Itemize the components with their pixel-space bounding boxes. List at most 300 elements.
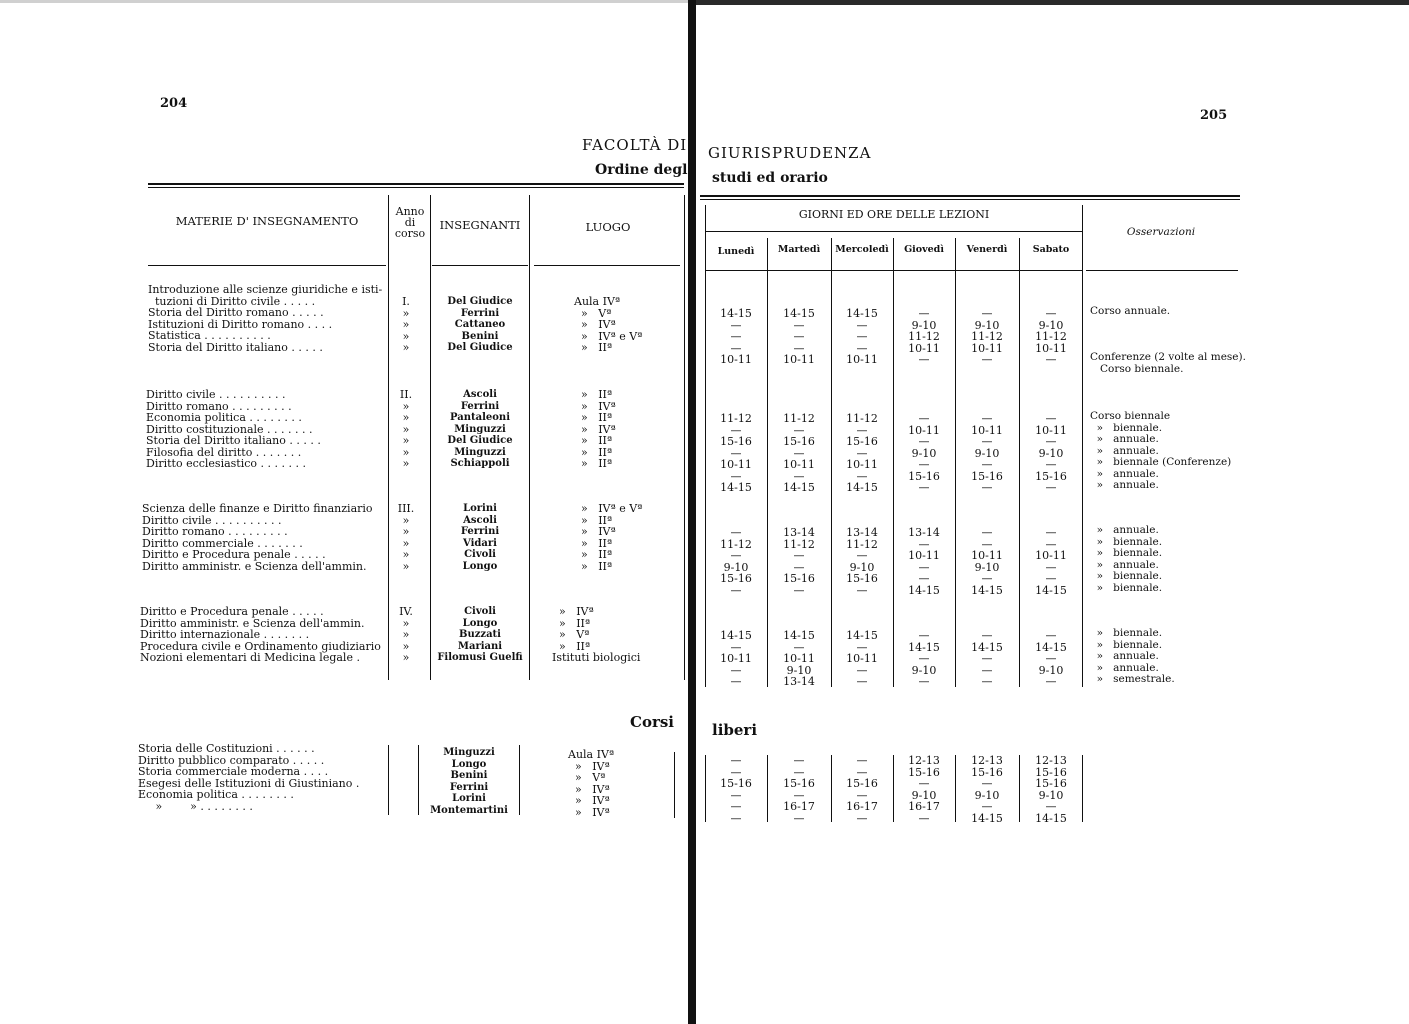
observation-list-line — [1090, 318, 1250, 330]
hours-lunedi — [706, 630, 766, 688]
observation-list-line — [1090, 329, 1250, 341]
liberi-room-list-line: » IVª — [568, 805, 610, 819]
observation-list-line: » annuale. — [1090, 524, 1159, 536]
subject-list-line: Diritto commerciale . . . . . . . — [142, 536, 303, 550]
subject-list-line: Storia del Diritto italiano . . . . . — [146, 434, 321, 447]
observation-list-line: » annuale. — [1090, 558, 1159, 571]
hours-giovedi-line: 9-10 — [911, 663, 937, 677]
teacher-list-line: Pantaleoni — [450, 412, 510, 423]
vrule-days-right — [1082, 205, 1083, 687]
observation-list-line: » biennale. — [1090, 570, 1163, 582]
liberi-hours-martedi-line: — — [793, 765, 805, 779]
hours-sabato-line: 10-11 — [1035, 549, 1067, 562]
header-subtitle-right: studi ed orario — [712, 170, 828, 186]
hours-giovedi-line: — — [918, 458, 930, 471]
hours-venerdi-line: 15-16 — [971, 469, 1003, 483]
subject-list-line: Diritto internazionale . . . . . . . — [140, 628, 310, 641]
hours-martedi — [768, 413, 830, 494]
liberi-hours-venerdi-line: 15-16 — [971, 765, 1003, 779]
liberi-hours-martedi-line: 16-17 — [783, 800, 815, 813]
day-header-martedi: Martedì — [777, 244, 821, 255]
year-list-line: » — [402, 434, 410, 447]
hours-mercoledi-line: 14-15 — [846, 481, 878, 494]
hours-venerdi-line: — — [981, 629, 993, 642]
year-list-line: III. — [397, 502, 415, 515]
year-list-line: » — [402, 329, 410, 343]
room-list — [574, 296, 704, 354]
rule-header-luogo — [534, 265, 680, 266]
room-list-line: » IIª — [574, 559, 613, 573]
liberi-hours-giovedi-line: 9-10 — [911, 788, 937, 802]
hours-sabato-line: — — [1045, 481, 1057, 494]
room-list-line: » Vª — [574, 306, 612, 320]
liberi-hours-giovedi-line: 15-16 — [908, 765, 940, 779]
hours-mercoledi-line: 9-10 — [849, 560, 875, 574]
room-list-line: » IIª — [574, 445, 613, 459]
year-list-line: » — [402, 411, 410, 424]
hours-giovedi — [894, 413, 954, 494]
rule-top-left-thin — [148, 187, 684, 188]
subject-list-line: Diritto ecclesiastico . . . . . . . — [146, 457, 306, 470]
hours-sabato-line: — — [1045, 560, 1057, 574]
page-number-left: 204 — [160, 96, 188, 111]
hours-venerdi-line: 10-11 — [971, 549, 1003, 562]
room-list-line: » IIª — [574, 548, 613, 561]
hours-lunedi-line: — — [730, 583, 742, 597]
hours-martedi-line: 15-16 — [783, 435, 815, 448]
hours-martedi-line: 10-11 — [783, 458, 815, 471]
col-header-giorni: GIORNI ED ORE DELLE LEZIONI — [798, 208, 990, 221]
day-header-venerdi: Venerdì — [966, 244, 1008, 255]
teacher-list-line: Minguzzi — [454, 446, 506, 458]
hours-giovedi-line: 15-16 — [908, 469, 940, 483]
hours-mercoledi-line: — — [856, 549, 868, 562]
hours-martedi-line: — — [793, 423, 805, 437]
observation-list-line: » biennale. — [1090, 627, 1163, 639]
room-list-line: » IVª — [574, 422, 616, 436]
hours-giovedi-line: — — [918, 412, 930, 425]
year-list-line: » — [402, 639, 410, 653]
hours-mercoledi-line: — — [856, 469, 868, 483]
hours-lunedi-line: — — [730, 318, 742, 332]
hours-sabato-line: 14-15 — [1035, 583, 1067, 597]
day-header-giovedi: Giovedì — [904, 244, 944, 255]
hours-giovedi — [894, 527, 954, 596]
hours-mercoledi-line: 14-15 — [846, 629, 878, 642]
liberi-hours-lunedi-line: — — [730, 765, 742, 779]
hours-giovedi-line: — — [918, 675, 930, 688]
observation-list-line: » biennale. — [1090, 535, 1163, 548]
year-list-line: » — [402, 341, 410, 354]
liberi-hours-giovedi-line: 16-17 — [908, 800, 940, 813]
hours-sabato — [1020, 413, 1082, 494]
hours-lunedi-line: — — [730, 675, 742, 688]
liberi-subject-list-line: Esegesi delle Istituzioni di Giustiniano . — [138, 776, 360, 790]
hours-lunedi-line: 15-16 — [720, 435, 752, 448]
liberi-hours-mercoledi — [832, 755, 892, 824]
year-list-line: » — [402, 399, 410, 413]
col-header-materie: MATERIE D' INSEGNAMENTO — [175, 214, 359, 228]
liberi-hours-venerdi-line: 9-10 — [974, 788, 1000, 802]
vrule-anno — [430, 195, 431, 680]
liberi-subject-list-line: Storia delle Costituzioni . . . . . . — [138, 742, 315, 755]
hours-giovedi-line: — — [918, 537, 930, 551]
liberi-hours-lunedi-line: 15-16 — [720, 777, 752, 790]
vrule-lib-materie — [388, 745, 389, 815]
liberi-hours-lunedi-line: — — [730, 800, 742, 813]
hours-venerdi — [956, 527, 1018, 596]
year-list-line: » — [402, 513, 410, 527]
hours-lunedi-line: — — [730, 330, 742, 343]
hours-mercoledi-line: 10-11 — [846, 353, 878, 366]
observation-list-line: » biennale. — [1090, 638, 1163, 651]
hours-martedi — [768, 308, 830, 366]
teacher-list-line: Civoli — [464, 606, 496, 617]
hours-giovedi-line: — — [918, 307, 930, 320]
hours-giovedi-line: — — [918, 481, 930, 494]
col-header-luogo: LUOGO — [585, 220, 631, 234]
teacher-list-line: Longo — [462, 560, 498, 572]
hours-mercoledi-line: 11-12 — [846, 537, 878, 551]
hours-lunedi-line: — — [730, 549, 742, 562]
room-list-line: » IVª e Vª — [574, 329, 643, 343]
hours-venerdi-line: — — [981, 435, 993, 448]
liberi-hours-lunedi-line: — — [730, 788, 742, 802]
header-title-left: FACOLTÀ DI — [582, 136, 688, 154]
teacher-list-line: Ascoli — [463, 514, 497, 526]
vrule-lib-anno — [418, 745, 419, 815]
hours-martedi-line: 10-11 — [783, 353, 815, 366]
liberi-hours-sabato-line: 9-10 — [1038, 788, 1064, 802]
hours-lunedi-line: 11-12 — [720, 537, 752, 551]
hours-venerdi — [956, 413, 1018, 494]
liberi-hours-venerdi — [956, 755, 1018, 824]
year-list-line: II. — [399, 388, 413, 401]
vrule-lib-days-right — [1082, 755, 1083, 822]
page-number-right: 205 — [1200, 108, 1228, 123]
hours-martedi-line: — — [793, 469, 805, 483]
hours-martedi-line: — — [793, 318, 805, 332]
hours-giovedi-line: 11-12 — [908, 330, 940, 343]
hours-martedi — [768, 527, 830, 596]
hours-sabato-line: 9-10 — [1038, 318, 1064, 332]
subject-list — [146, 389, 390, 470]
liberi-subject-list-line: Economia politica . . . . . . . . — [138, 788, 294, 801]
hours-mercoledi-line: 11-12 — [846, 412, 878, 425]
col-header-osservazioni: Osservazioni — [1126, 226, 1196, 238]
room-list-line: » IIª — [574, 457, 613, 470]
hours-mercoledi — [832, 527, 892, 596]
room-list-line: » IIª — [574, 513, 613, 527]
hours-sabato-line: 9-10 — [1038, 663, 1064, 677]
rule-top-right-thin — [700, 199, 1240, 200]
subject-list-line: Storia del Diritto italiano . . . . . — [148, 340, 323, 354]
hours-sabato-line: — — [1045, 458, 1057, 471]
subject-list — [148, 284, 392, 353]
hours-giovedi-line: 10-11 — [908, 423, 940, 437]
section-title-right: liberi — [712, 721, 758, 739]
room-list-line: » IIª — [552, 639, 591, 653]
header-title-right: GIURISPRUDENZA — [708, 144, 872, 162]
rule-header-oss — [1086, 270, 1238, 271]
hours-giovedi-line: 14-15 — [908, 583, 940, 597]
teacher-list — [432, 606, 528, 664]
hours-mercoledi-line: — — [856, 446, 868, 460]
liberi-hours-venerdi-line: — — [981, 800, 993, 813]
liberi-room-list-line: » IVª — [568, 782, 610, 796]
year-list-line: » — [402, 651, 410, 664]
liberi-subject-list-line: Diritto pubblico comparato . . . . . — [138, 753, 325, 767]
subject-list-line: Diritto amministr. e Scienza dell'ammin. — [140, 616, 365, 630]
teacher-list-line: Benini — [461, 330, 499, 342]
liberi-subject-list — [138, 743, 384, 812]
teacher-list-line: Mariani — [457, 640, 503, 652]
liberi-room-list-line: » IVª — [568, 794, 610, 807]
hours-venerdi-line: 9-10 — [974, 446, 1000, 460]
liberi-hours-mercoledi-line: 16-17 — [846, 800, 878, 813]
liberi-hours-sabato — [1020, 755, 1082, 824]
hours-venerdi-line: — — [981, 458, 993, 471]
day-header-sabato: Sabato — [1032, 244, 1070, 255]
hours-mercoledi-line: 10-11 — [846, 458, 878, 471]
hours-mercoledi-line: — — [856, 663, 868, 677]
hours-mercoledi-line: — — [856, 583, 868, 597]
hours-giovedi-line: — — [918, 435, 930, 448]
liberi-hours-sabato-line: 15-16 — [1035, 765, 1067, 779]
teacher-list-line: Del Giudice — [447, 342, 513, 353]
observation-list-line: » biennale. — [1090, 581, 1163, 594]
liberi-hours-mercoledi-line: — — [856, 788, 868, 802]
header-subtitle-left: Ordine degli — [595, 162, 693, 178]
year-list-line: » — [402, 422, 410, 436]
observation-list — [1090, 411, 1250, 492]
year-list-line: » — [402, 616, 410, 630]
hours-giovedi-line: 9-10 — [911, 446, 937, 460]
hours-lunedi-line: — — [730, 663, 742, 677]
liberi-hours-venerdi-line: — — [981, 777, 993, 790]
hours-mercoledi-line: — — [856, 640, 868, 654]
year-list-line: » — [402, 536, 410, 550]
teacher-list-line: Ascoli — [463, 389, 497, 400]
hours-lunedi — [706, 413, 766, 494]
room-list-line: Istituti biologici — [552, 651, 641, 664]
hours-lunedi-line: — — [730, 469, 742, 483]
hours-mercoledi-line: — — [856, 341, 868, 355]
hours-lunedi-line: 14-15 — [720, 481, 752, 494]
hours-lunedi-line: 10-11 — [720, 458, 752, 471]
hours-lunedi-line: 15-16 — [720, 572, 752, 585]
hours-martedi-line: — — [793, 583, 805, 597]
teacher-list — [432, 503, 528, 572]
observation-list-line: » annuale. — [1090, 433, 1159, 445]
hours-sabato-line: — — [1045, 572, 1057, 585]
page-edge-left — [0, 0, 688, 3]
room-list-line: » IIª — [574, 341, 613, 354]
section-title-left: Corsi — [630, 713, 674, 731]
hours-venerdi-line: — — [981, 412, 993, 425]
liberi-hours-mercoledi-line: 15-16 — [846, 777, 878, 790]
hours-sabato-line: — — [1045, 353, 1057, 366]
subject-list-line: Diritto e Procedura penale . . . . . — [140, 605, 324, 618]
liberi-teacher-list-line: Ferrini — [449, 781, 489, 793]
hours-mercoledi — [832, 630, 892, 688]
liberi-room-list-line: » IVª — [568, 759, 610, 773]
room-list-line: » IVª e Vª — [574, 502, 643, 515]
liberi-hours-martedi-line: — — [793, 811, 805, 825]
hours-giovedi-line: — — [918, 560, 930, 574]
col-header-insegnanti: INSEGNANTI — [439, 218, 521, 232]
liberi-hours-giovedi-line: 12-13 — [908, 754, 940, 767]
hours-lunedi-line: — — [730, 526, 742, 539]
hours-venerdi-line: — — [981, 675, 993, 688]
year-list-line: I. — [402, 295, 410, 308]
hours-lunedi-line: 9-10 — [723, 560, 749, 574]
liberi-hours-giovedi — [894, 755, 954, 824]
hours-mercoledi-line: 13-14 — [846, 526, 878, 539]
liberi-teacher-list-line: Minguzzi — [443, 747, 495, 758]
hours-venerdi-line: — — [981, 572, 993, 585]
hours-martedi-line: — — [793, 330, 805, 343]
teacher-list — [432, 296, 528, 354]
year-list-line: » — [402, 306, 410, 320]
liberi-hours-sabato-line: 12-13 — [1035, 754, 1067, 767]
observation-list — [1090, 525, 1250, 594]
hours-lunedi-line: 11-12 — [720, 412, 752, 425]
subject-list-line: Storia del Diritto romano . . . . . — [148, 306, 324, 319]
hours-lunedi-line: — — [730, 423, 742, 437]
hours-giovedi — [894, 308, 954, 366]
vrule-lib-luogo — [674, 752, 675, 818]
hours-martedi-line: — — [793, 549, 805, 562]
observation-list-line: Corso biennale. — [1090, 362, 1184, 375]
hours-sabato-line: — — [1045, 412, 1057, 425]
teacher-list-line: Ferrini — [460, 400, 500, 412]
room-list — [552, 606, 682, 664]
hours-venerdi — [956, 630, 1018, 688]
teacher-list-line: Schiappoli — [450, 458, 510, 469]
vrule-insegnanti — [529, 195, 530, 680]
col-header-anno-1: Anno — [395, 205, 425, 218]
hours-venerdi-line: 14-15 — [971, 583, 1003, 597]
subject-list-line: Introduzione alle scienze giuridiche e isti- — [148, 283, 383, 296]
hours-venerdi-line: — — [981, 307, 993, 320]
hours-martedi-line: 11-12 — [783, 537, 815, 551]
hours-martedi-line: 14-15 — [783, 629, 815, 642]
year-list-line: » — [402, 525, 410, 538]
year-list — [390, 606, 422, 664]
observation-list-line: » biennale. — [1090, 547, 1163, 559]
subject-list-line: Diritto romano . . . . . . . . . — [142, 525, 288, 538]
liberi-teacher-list-line: Montemartini — [430, 804, 508, 816]
liberi-hours-mercoledi-line: — — [856, 765, 868, 779]
hours-mercoledi — [832, 413, 892, 494]
hours-sabato-line: — — [1045, 307, 1057, 320]
hours-sabato — [1020, 527, 1082, 596]
year-list-line: » — [402, 445, 410, 459]
hours-giovedi-line: — — [918, 572, 930, 585]
room-list-line: » IVª — [574, 525, 616, 538]
hours-venerdi-line: — — [981, 526, 993, 539]
day-header-lunedi: Lunedì — [717, 246, 755, 257]
liberi-subject-list-line: » » . . . . . . . . — [138, 799, 253, 813]
hours-martedi-line: 13-14 — [783, 675, 815, 688]
hours-sabato-line: — — [1045, 435, 1057, 448]
liberi-room-list — [568, 749, 672, 818]
hours-venerdi-line: — — [981, 652, 993, 665]
day-header-mercoledi: Mercoledì — [835, 244, 889, 255]
subject-list-line: Diritto amministr. e Scienza dell'ammin. — [142, 559, 367, 573]
hours-mercoledi-line: 15-16 — [846, 435, 878, 448]
vrule-lib-insegnanti — [519, 745, 520, 815]
subject-list-line: Procedura civile e Ordinamento giudiziario — [140, 639, 381, 653]
col-header-anno — [390, 206, 430, 239]
teacher-list-line: Civoli — [464, 549, 496, 560]
hours-venerdi-line: — — [981, 481, 993, 494]
year-list — [390, 296, 422, 354]
teacher-list-line: Lorini — [463, 503, 497, 514]
liberi-hours-sabato-line: 14-15 — [1035, 811, 1067, 825]
hours-sabato-line: 11-12 — [1035, 330, 1067, 343]
liberi-hours-sabato-line: — — [1045, 800, 1057, 813]
subject-list-line: Statistica . . . . . . . . . . — [148, 329, 271, 342]
liberi-hours-lunedi-line: — — [730, 811, 742, 825]
hours-mercoledi-line: — — [856, 330, 868, 343]
hours-sabato-line: — — [1045, 675, 1057, 688]
liberi-hours-mercoledi-line: — — [856, 754, 868, 767]
hours-lunedi-line: — — [730, 640, 742, 654]
liberi-hours-sabato-line: 15-16 — [1035, 777, 1067, 790]
subject-list — [142, 503, 386, 572]
hours-lunedi-line: 14-15 — [720, 307, 752, 320]
observation-list-line: Conferenze (2 volte al mese). — [1090, 351, 1246, 363]
room-list — [574, 389, 704, 470]
hours-martedi-line: 13-14 — [783, 526, 815, 539]
teacher-list-line: Del Giudice — [447, 435, 513, 446]
hours-martedi-line: 14-15 — [783, 307, 815, 320]
teacher-list-line: Minguzzi — [454, 423, 506, 435]
year-list — [390, 389, 422, 470]
subject-list-line: Diritto civile . . . . . . . . . . — [142, 513, 282, 527]
hours-venerdi-line: 11-12 — [971, 330, 1003, 343]
hours-giovedi-line: 9-10 — [911, 318, 937, 332]
hours-sabato-line: — — [1045, 526, 1057, 539]
subject-list-line: Diritto e Procedura penale . . . . . — [142, 548, 326, 561]
hours-venerdi-line: — — [981, 663, 993, 677]
subject-list-line: tuzioni di Diritto civile . . . . . — [148, 294, 316, 308]
hours-martedi-line: — — [793, 341, 805, 355]
room-list-line: » IIª — [552, 616, 591, 630]
hours-mercoledi-line: — — [856, 675, 868, 688]
teacher-list-line: Ferrini — [460, 307, 500, 319]
room-list-line: » IVª — [574, 318, 616, 331]
observation-list-line: » biennale (Conferenze) — [1090, 456, 1232, 468]
teacher-list-line: Vidari — [463, 537, 497, 549]
room-list-line: » IIª — [574, 536, 613, 550]
observation-list-line: » semestrale. — [1090, 673, 1175, 685]
liberi-hours-venerdi-line: 12-13 — [971, 754, 1003, 767]
hours-giovedi-line: 10-11 — [908, 341, 940, 355]
liberi-teacher-list-line: Benini — [450, 770, 488, 781]
room-list-line: » IVª — [574, 399, 616, 413]
hours-mercoledi-line: — — [856, 423, 868, 437]
hours-sabato-line: — — [1045, 629, 1057, 642]
hours-martedi-line: 14-15 — [783, 481, 815, 494]
col-header-anno-3: corso — [394, 227, 426, 240]
liberi-subject-list-line: Storia commerciale moderna . . . . — [138, 765, 329, 778]
liberi-hours-giovedi-line: — — [918, 777, 930, 790]
hours-martedi-line: 10-11 — [783, 652, 815, 665]
liberi-hours-martedi-line: — — [793, 788, 805, 802]
